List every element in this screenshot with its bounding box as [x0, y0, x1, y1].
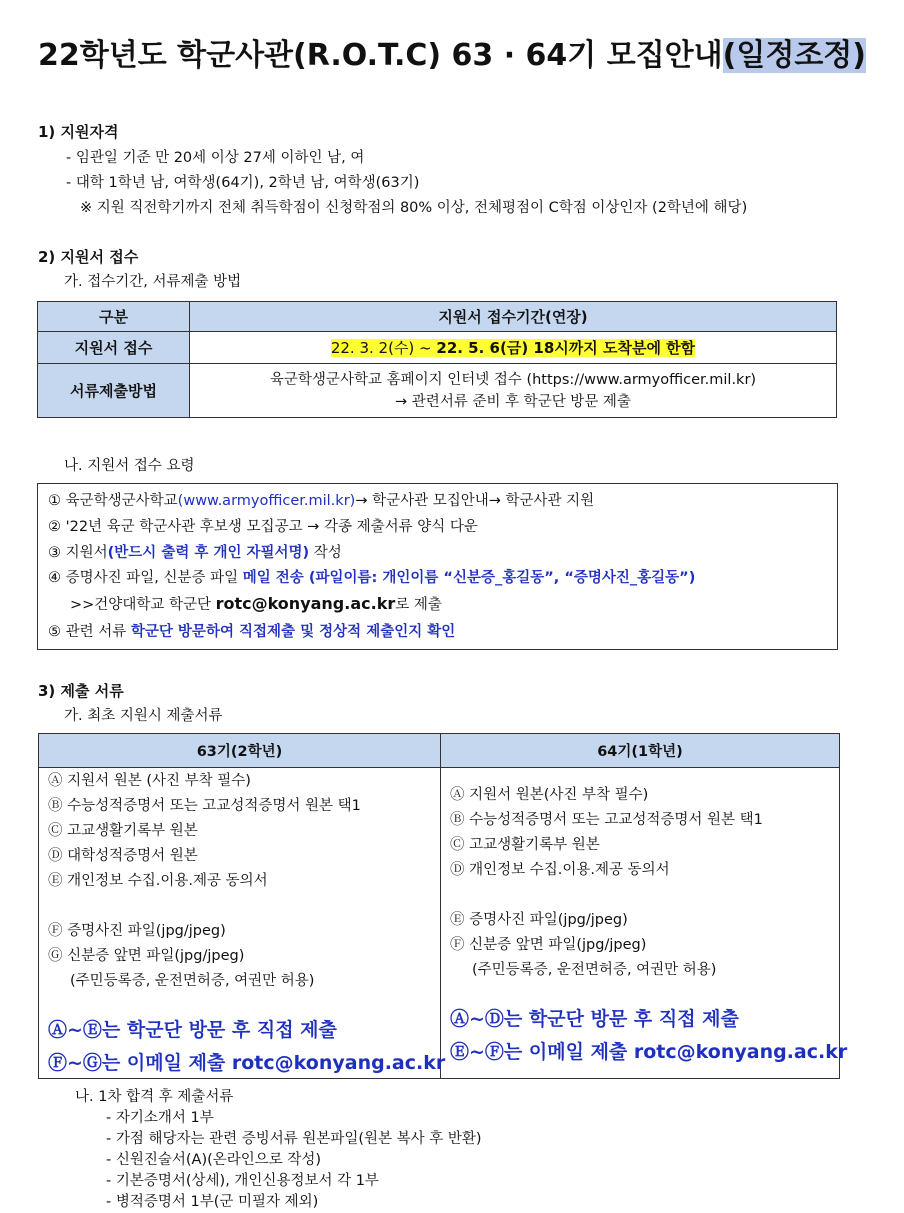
list-item: - 기본증명서(상세), 개인신용정보서 각 1부	[106, 1173, 379, 1189]
table-header: 구분	[38, 302, 190, 332]
submit-note-direct: Ⓐ~Ⓓ는 학군단 방문 후 직접 제출	[450, 1008, 739, 1030]
submit-note-email: Ⓕ~Ⓖ는 이메일 제출 rotc@konyang.ac.kr	[48, 1052, 446, 1074]
list-item: - 신원진술서(A)(온라인으로 작성)	[106, 1152, 322, 1168]
email-link[interactable]: rotc@konyang.ac.kr	[215, 594, 396, 613]
docs-64-cell	[441, 768, 848, 1079]
procedure-step: ④ 증명사진 파일, 신분증 파일 메일 전송 (파일이름: 개인이름 “신분증_홍길동”, “증명사진_홍길동”)	[48, 570, 696, 586]
docs-63-cell	[39, 768, 446, 1079]
row-label: 서류제출방법	[38, 364, 190, 418]
list-item: Ⓓ 개인정보 수집.이용.제공 동의서	[450, 862, 670, 878]
section-3-heading: 3) 제출 서류	[38, 682, 124, 700]
submit-note-email: Ⓔ~Ⓕ는 이메일 제출 rotc@konyang.ac.kr	[450, 1041, 848, 1063]
column-header-64: 64기(1학년)	[441, 734, 840, 768]
list-item: Ⓖ 신분증 앞면 파일(jpg/jpeg)	[48, 948, 245, 964]
procedure-step: ② '22년 육군 학군사관 후보생 모집공고 → 각종 제출서류 양식 다운	[48, 519, 478, 535]
list-item: Ⓐ 지원서 원본 (사진 부착 필수)	[48, 773, 251, 789]
list-item: Ⓕ 신분증 앞면 파일(jpg/jpeg)	[450, 937, 647, 953]
list-item: (주민등록증, 운전면허증, 여권만 허용)	[70, 973, 315, 989]
period-cell: 22. 3. 2(수) ~ 22. 5. 6(금) 18시까지 도착분에 한함	[190, 332, 837, 364]
list-item: Ⓔ 개인정보 수집.이용.제공 동의서	[48, 873, 268, 889]
table-header: 지원서 접수기간(연장)	[190, 302, 837, 332]
row-label: 지원서 접수	[38, 332, 190, 364]
section-1-heading: 1) 지원자격	[38, 123, 119, 141]
eligibility-item: - 대학 1학년 남, 여학생(64기), 2학년 남, 여학생(63기)	[66, 175, 420, 191]
website-link[interactable]: (www.armyofficer.mil.kr)	[177, 493, 356, 509]
eligibility-note: ※ 지원 직전학기까지 전체 취득학점이 신청학점의 80% 이상, 전체평점이 C학점 이상인자 (2학년에 해당)	[80, 200, 748, 216]
subheading-procedure: 나. 지원서 접수 요령	[64, 458, 195, 474]
method-cell: 육군학생군사학교 홈페이지 인터넷 접수 (https://www.armyofficer.mil.kr) → 관련서류 준비 후 학군단 방문 제출	[190, 364, 837, 418]
list-item: Ⓑ 수능성적증명서 또는 고교성적증명서 원본 택1	[450, 812, 763, 828]
page-title: 22학년도 학군사관(R.O.T.C) 63 · 64기 모집안내(일정조정)	[37, 38, 866, 73]
procedure-step: >>건양대학교 학군단 rotc@konyang.ac.kr로 제출	[70, 594, 442, 613]
list-item: - 자기소개서 1부	[106, 1110, 214, 1126]
column-header-63: 63기(2학년)	[39, 734, 441, 768]
subheading-after-pass: 나. 1차 합격 후 제출서류	[75, 1089, 234, 1105]
procedure-step: ③ 지원서(반드시 출력 후 개인 자필서명) 작성	[48, 545, 342, 561]
submit-note-direct: Ⓐ~Ⓔ는 학군단 방문 후 직접 제출	[48, 1019, 337, 1041]
list-item: (주민등록증, 운전면허증, 여권만 허용)	[472, 962, 717, 978]
list-item: Ⓒ 고교생활기록부 원본	[450, 837, 600, 853]
list-item: Ⓑ 수능성적증명서 또는 고교성적증명서 원본 택1	[48, 798, 361, 814]
procedure-step: ① 육군학생군사학교(www.armyofficer.mil.kr)→ 학군사관 모집안내→ 학군사관 지원	[48, 493, 595, 509]
list-item: Ⓕ 증명사진 파일(jpg/jpeg)	[48, 923, 226, 939]
list-item: - 가점 해당자는 관련 증빙서류 원본파일(원본 복사 후 반환)	[106, 1131, 482, 1147]
eligibility-item: - 임관일 기준 만 20세 이상 27세 이하인 남, 여	[66, 150, 365, 166]
list-item: Ⓔ 증명사진 파일(jpg/jpeg)	[450, 912, 628, 928]
subheading-period: 가. 접수기간, 서류제출 방법	[64, 274, 242, 290]
list-item: Ⓐ 지원서 원본(사진 부착 필수)	[450, 787, 649, 803]
section-2-heading: 2) 지원서 접수	[38, 248, 139, 266]
title-highlight: (일정조정)	[722, 38, 866, 73]
documents-table	[38, 733, 848, 1079]
procedure-step: ⑤ 관련 서류 학군단 방문하여 직접제출 및 정상적 제출인지 확인	[48, 624, 456, 640]
procedure-box	[37, 483, 838, 650]
application-period-table	[37, 301, 837, 418]
list-item: Ⓒ 고교생활기록부 원본	[48, 823, 198, 839]
subheading-initial-docs: 가. 최초 지원시 제출서류	[64, 708, 223, 724]
list-item: - 병적증명서 1부(군 미필자 제외)	[106, 1194, 319, 1210]
list-item: Ⓓ 대학성적증명서 원본	[48, 848, 198, 864]
